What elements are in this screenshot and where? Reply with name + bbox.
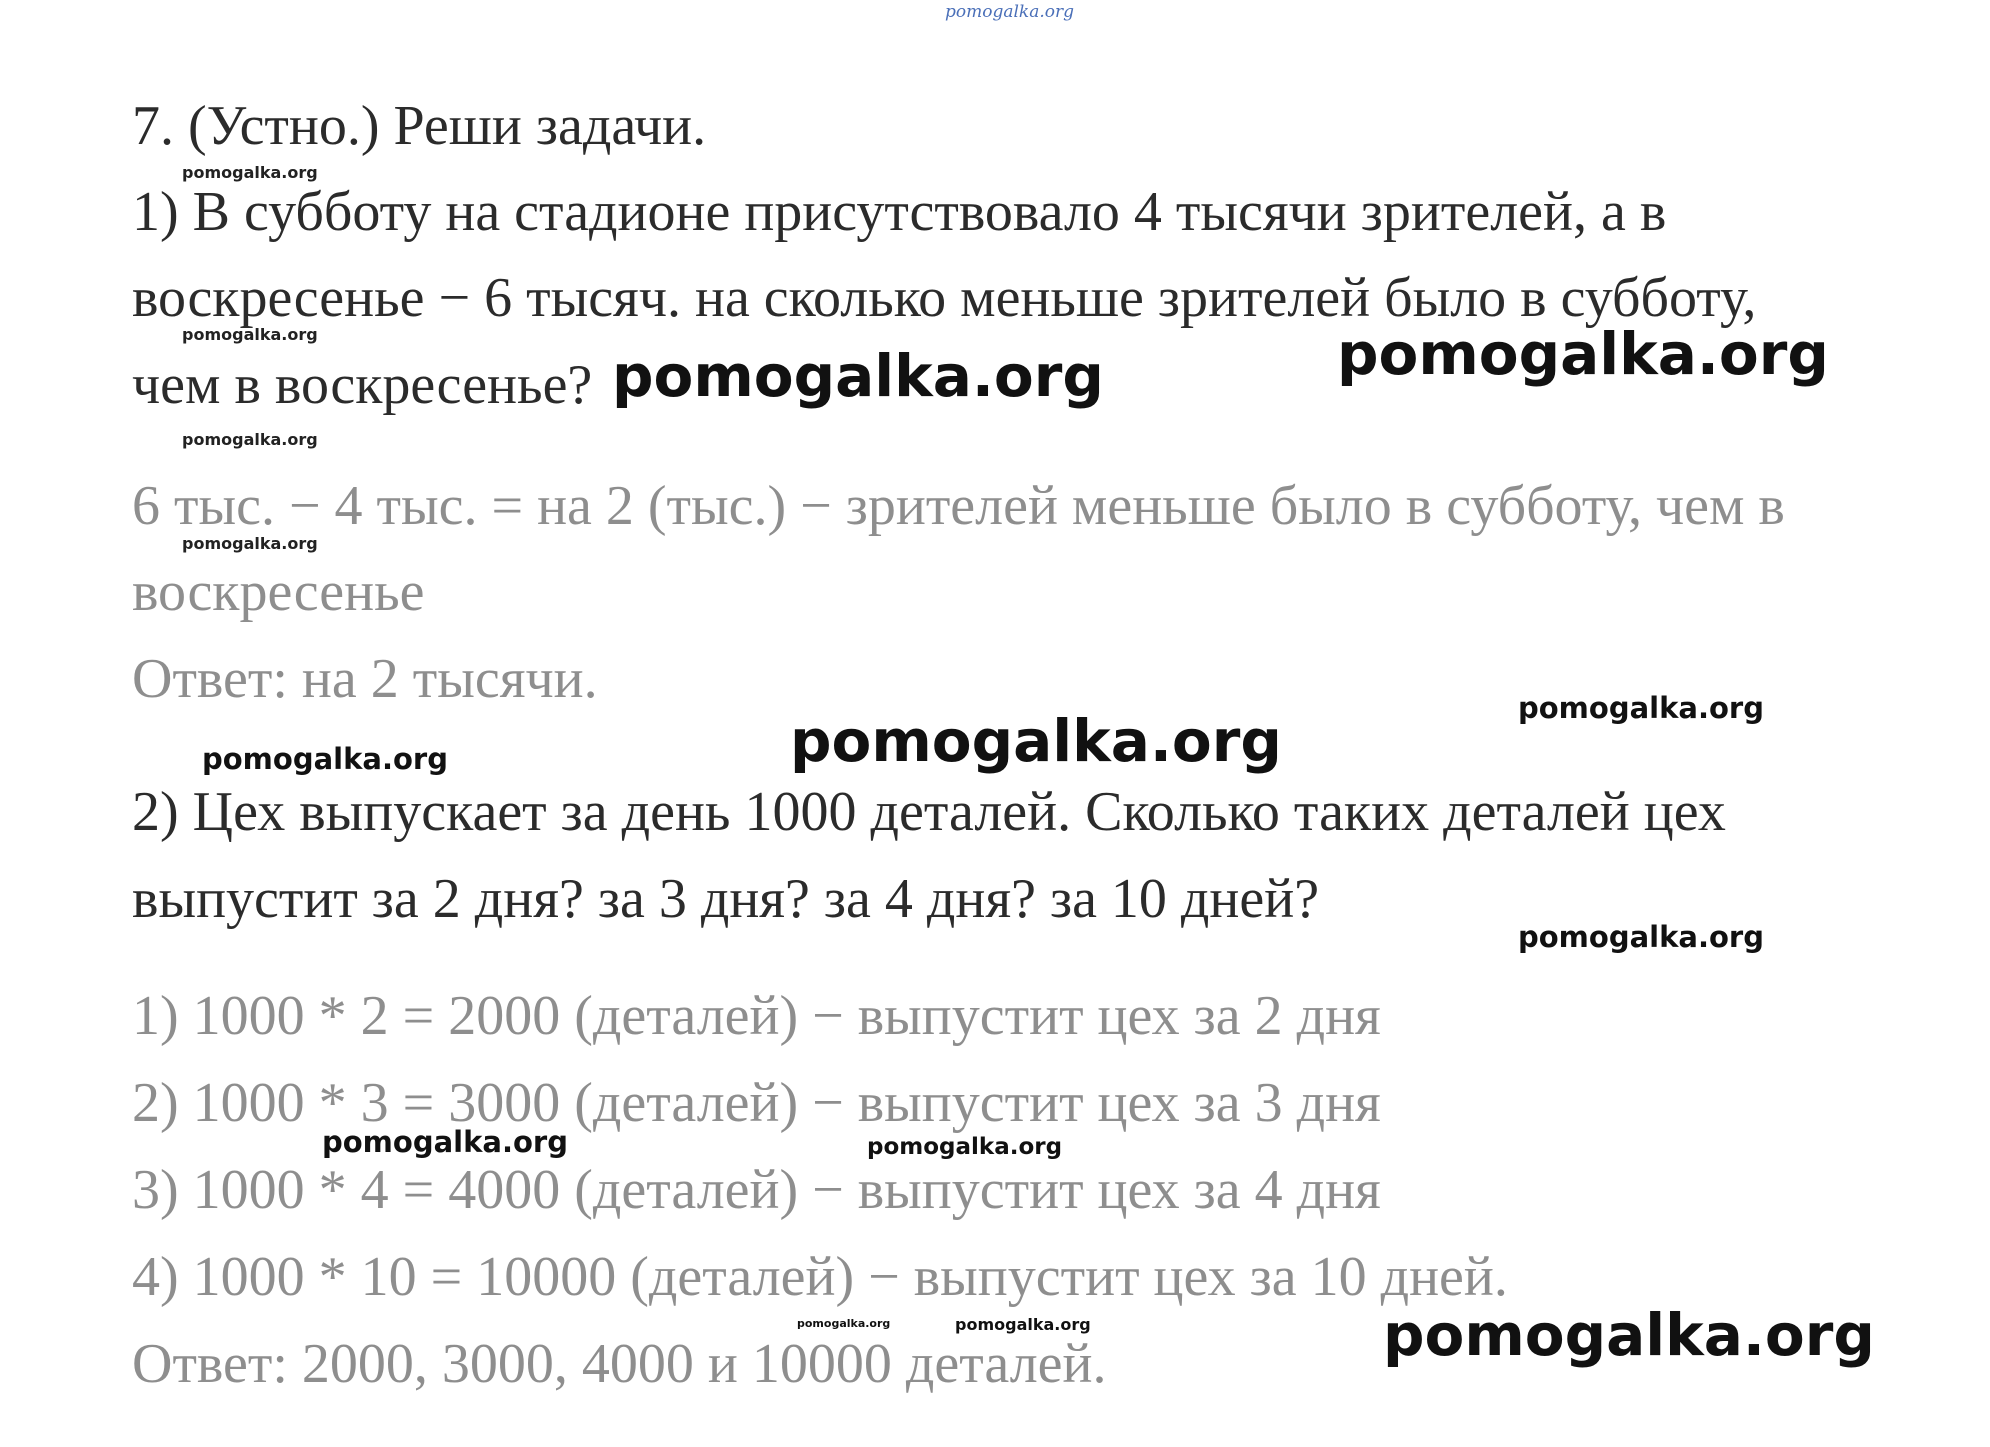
problem1-solution-line-2: воскресенье [132,561,425,623]
watermark: pomogalka.org [1383,1301,1875,1369]
problem1-line-2: воскресенье − 6 тысяч. на сколько меньше зрителей было в субботу, [132,267,1757,329]
watermark: pomogalka.org [1337,320,1829,388]
problem2-solution-line-3: 3) 1000 * 4 = 4000 (деталей) − выпустит цех за 4 дня [132,1159,1381,1221]
problem2-answer: Ответ: 2000, 3000, 4000 и 10000 деталей. [132,1333,1107,1395]
site-header-watermark: pomogalka.org [945,2,1075,22]
watermark: pomogalka.org [322,1125,568,1159]
watermark: pomogalka.org [1518,920,1764,954]
problem1-line-1: 1) В субботу на стадионе присутствовало 4 тысячи зрителей, а в [132,181,1667,243]
problem2-solution-line-1: 1) 1000 * 2 = 2000 (деталей) − выпустит цех за 2 дня [132,985,1381,1047]
task-heading: 7. (Устно.) Реши задачи. [132,95,707,157]
watermark: pomogalka.org [182,325,318,344]
watermark: pomogalka.org [867,1134,1063,1160]
watermark: pomogalka.org [182,534,318,553]
watermark: pomogalka.org [182,163,318,182]
watermark: pomogalka.org [1518,691,1764,725]
problem2-line-1: 2) Цех выпускает за день 1000 деталей. Сколько таких деталей цех [132,781,1726,843]
problem1-answer: Ответ: на 2 тысячи. [132,648,598,710]
watermark: pomogalka.org [955,1315,1091,1334]
watermark: pomogalka.org [612,342,1104,410]
problem2-line-2: выпустит за 2 дня? за 3 дня? за 4 дня? за 10 дней? [132,868,1320,930]
problem1-line-3: чем в воскресенье? [132,354,593,416]
watermark: pomogalka.org [797,1317,891,1330]
problem2-solution-line-4: 4) 1000 * 10 = 10000 (деталей) − выпустит цех за 10 дней. [132,1246,1508,1308]
problem1-solution-line-1: 6 тыс. − 4 тыс. = на 2 (тыс.) − зрителей меньше было в субботу, чем в [132,475,1785,537]
watermark: pomogalka.org [182,430,318,449]
watermark: pomogalka.org [790,707,1282,775]
problem2-solution-line-2: 2) 1000 * 3 = 3000 (деталей) − выпустит цех за 3 дня [132,1072,1381,1134]
watermark: pomogalka.org [202,742,448,776]
